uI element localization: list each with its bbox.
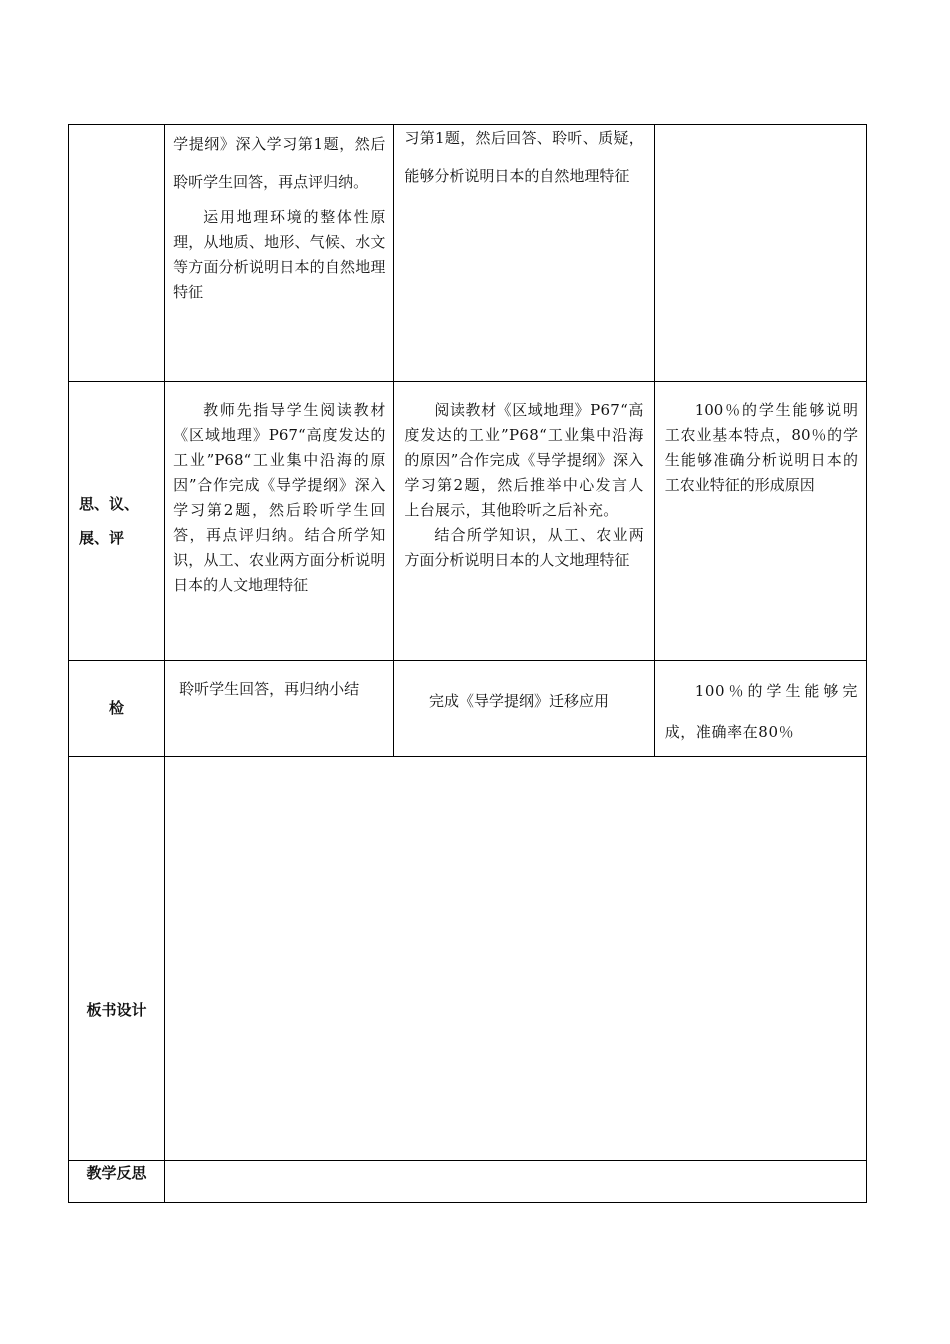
stage-label: 思、议、: [79, 495, 140, 513]
student-activity-text: 习第1题，然后回答、聆听、质疑，能够分析说明日本的自然地理特征: [404, 129, 644, 185]
student-activity-text: 完成《导学提纲》迁移应用: [429, 692, 610, 710]
teacher-activity-text: 教师先指导学生阅读教材《区域地理》P67“高度发达的工业”P68“工业集中沿海的原因”合作完成《导学提纲》深入学习第2题，然后聆听学生回答，再点评归纳。结合所学知识，从工、农业两方面分析说明日本的人文地理特征: [173, 401, 386, 594]
table-row: [69, 757, 867, 1161]
teacher-activity-text: 聆听学生回答，再归纳小结: [179, 680, 360, 698]
table-row: [69, 661, 867, 757]
stage-label-empty: [69, 125, 165, 382]
teacher-activity-cell: [165, 382, 394, 661]
section-label-cell: [69, 1161, 165, 1203]
teaching-reflection-content: [165, 1161, 867, 1203]
goal-text: 100％的学生能够完成，准确率在80％: [664, 682, 858, 741]
table-row: [69, 1161, 867, 1203]
student-activity-cell: [394, 125, 654, 382]
goal-cell: [654, 125, 866, 382]
student-activity-text: 阅读教材《区域地理》P67“高度发达的工业”P68“工业集中沿海的原因”合作完成《导学提纲》深入学习第2题，然后推举中心发言人上台展示，其他聆听之后补充。: [404, 401, 644, 519]
stage-label-cell: [69, 661, 165, 757]
student-activity-cell: [394, 382, 654, 661]
stage-label-cell: [69, 382, 165, 661]
teaching-reflection-label: 教学反思: [86, 1164, 147, 1182]
stage-label: 展、评: [79, 529, 125, 547]
student-activity-text: 结合所学知识，从工、农业两方面分析说明日本的人文地理特征: [404, 526, 644, 569]
board-design-content: [165, 757, 867, 1161]
table-row: [69, 382, 867, 661]
teacher-activity-text: 运用地理环境的整体性原理，从地质、地形、气候、水文等方面分析说明日本的自然地理特征: [173, 208, 386, 301]
section-label-cell: [69, 757, 165, 1161]
goal-text: 100％的学生能够说明工农业基本特点，80％的学生能够准确分析说明日本的工农业特征的形成原因: [664, 401, 858, 494]
lesson-plan-table: [68, 124, 867, 1203]
board-design-label: 板书设计: [86, 1001, 147, 1019]
goal-cell: [654, 661, 866, 757]
stage-label: 检: [109, 699, 125, 717]
teacher-activity-cell: [165, 125, 394, 382]
goal-cell: [654, 382, 866, 661]
student-activity-cell: [394, 661, 654, 757]
teacher-activity-text: 学提纲》深入学习第1题，然后聆听学生回答，再点评归纳。: [173, 135, 386, 191]
teacher-activity-cell: [165, 661, 394, 757]
table-row: [69, 125, 867, 382]
